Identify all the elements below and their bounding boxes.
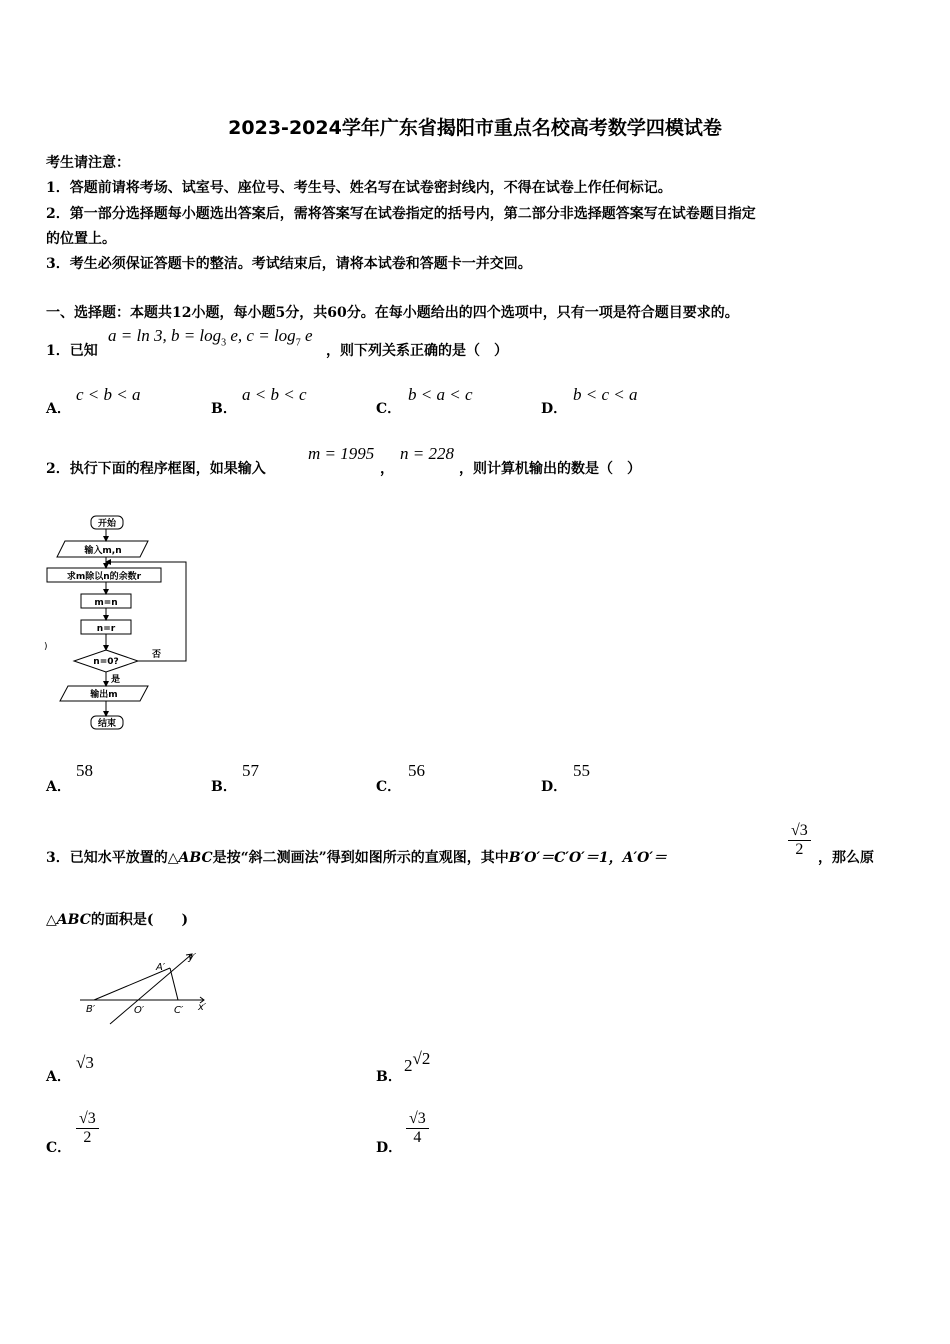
q3-option-a-label: A． bbox=[46, 1069, 71, 1085]
flow-end-text: 结束 bbox=[97, 719, 117, 729]
q3-option-d: $\frac{√3}{4}$ bbox=[406, 1110, 429, 1147]
flow-stray-mark: ) bbox=[44, 642, 48, 652]
q3-option-a: √3 bbox=[76, 1053, 94, 1072]
q2-option-b-label: B． bbox=[211, 779, 237, 795]
flow-no-label: 否 bbox=[152, 650, 162, 660]
q2-option-d-label: D． bbox=[541, 779, 568, 795]
q3-stem-line2: △ABC的面积是( ) bbox=[46, 912, 189, 928]
flow-remainder-text: 求m除以n的余数r bbox=[66, 572, 142, 582]
q2-option-d: 55 bbox=[573, 761, 590, 780]
q1-option-b-label: B． bbox=[211, 401, 237, 417]
notice-item-2-cont: 的位置上。 bbox=[46, 231, 116, 247]
q2-m-value: m = 1995 bbox=[308, 444, 375, 463]
q1-option-d-label: D． bbox=[541, 401, 568, 417]
q2-option-a: 58 bbox=[76, 761, 93, 780]
q2-stem-start: 2．执行下面的程序框图，如果输入 bbox=[46, 461, 266, 477]
q1-option-d: b < c < a bbox=[573, 385, 638, 404]
flow-assign2-text: n=r bbox=[96, 624, 116, 634]
q2-flowchart bbox=[40, 510, 200, 735]
q2-option-c: 56 bbox=[408, 761, 425, 780]
q3-option-c: $\frac{√3}{2}$ bbox=[76, 1110, 99, 1147]
q3-stem-line1-end: ，那么原 bbox=[818, 850, 874, 866]
label-b: B′ bbox=[86, 1004, 96, 1015]
q1-option-b: a < b < c bbox=[242, 385, 307, 404]
q1-option-a-label: A． bbox=[46, 401, 71, 417]
q2-comma: ， bbox=[380, 461, 394, 477]
flow-start-text: 开始 bbox=[97, 519, 117, 529]
q3-option-c-label: C． bbox=[46, 1140, 72, 1156]
q2-n-value: n = 228 bbox=[400, 444, 454, 463]
q3-option-b-label: B． bbox=[376, 1069, 402, 1085]
q1-option-a: c < b < a bbox=[76, 385, 141, 404]
q1-option-c-label: C． bbox=[376, 401, 402, 417]
notice-heading: 考生请注意： bbox=[46, 155, 130, 171]
page-title: 2023-2024学年广东省揭阳市重点名校高考数学四模试卷 bbox=[228, 117, 722, 139]
q1-stem-start: 1．已知 bbox=[46, 343, 98, 359]
q3-option-b: 2√2 bbox=[404, 1049, 431, 1075]
q2-option-c-label: C． bbox=[376, 779, 402, 795]
label-x: x′ bbox=[198, 1002, 207, 1013]
flow-yes-label: 是 bbox=[111, 675, 121, 685]
q3-fraction: $\frac{√3}{2}$ bbox=[788, 822, 811, 859]
q3-condition: B′O′＝C′O′＝1，A′O′＝ bbox=[508, 850, 668, 866]
q2-option-b: 57 bbox=[242, 761, 259, 780]
q1-option-c: b < a < c bbox=[408, 385, 473, 404]
q2-stem-end: ，则计算机输出的数是（ ） bbox=[459, 461, 641, 477]
q3-figure bbox=[76, 946, 216, 1026]
notice-item-1: 1．答题前请将考场、试室号、座位号、考生号、姓名写在试卷密封线内，不得在试卷上作任何标记。 bbox=[46, 180, 672, 196]
segment-ac bbox=[170, 968, 178, 1000]
q1-stem-end: ，则下列关系正确的是（ ） bbox=[326, 343, 508, 359]
flow-assign1-text: m=n bbox=[94, 598, 118, 608]
label-c: C′ bbox=[174, 1005, 184, 1016]
q3-option-d-label: D． bbox=[376, 1140, 403, 1156]
q2-option-a-label: A． bbox=[46, 779, 71, 795]
q3-stem-line1: 3．已知水平放置的△ABC是按“斜二测画法”得到如图所示的直观图，其中B′O′＝C′O′＝1，A′O′＝ bbox=[46, 850, 668, 866]
flow-input-text: 输入m,n bbox=[84, 546, 122, 556]
flow-output-text: 输出m bbox=[90, 690, 118, 700]
flow-condition-text: n=0? bbox=[93, 657, 119, 667]
q1-expression: a = ln 3, $b = \log_3 e$, $c = \log_7 e$ bbox=[108, 326, 313, 349]
label-y: y′ bbox=[188, 952, 197, 963]
notice-item-2: 2．第一部分选择题每小题选出答案后，需将答案写在试卷指定的括号内，第二部分非选择题答案写在试卷题目指定 bbox=[46, 206, 756, 222]
label-o: O′ bbox=[134, 1005, 145, 1016]
notice-item-3: 3．考生必须保证答题卡的整洁。考试结束后，请将本试卷和答题卡一并交回。 bbox=[46, 256, 532, 272]
label-a: A′ bbox=[156, 962, 166, 973]
section-heading: 一、选择题：本题共12小题，每小题5分，共60分。在每小题给出的四个选项中，只有一项是符合题目要求的。 bbox=[46, 305, 739, 321]
